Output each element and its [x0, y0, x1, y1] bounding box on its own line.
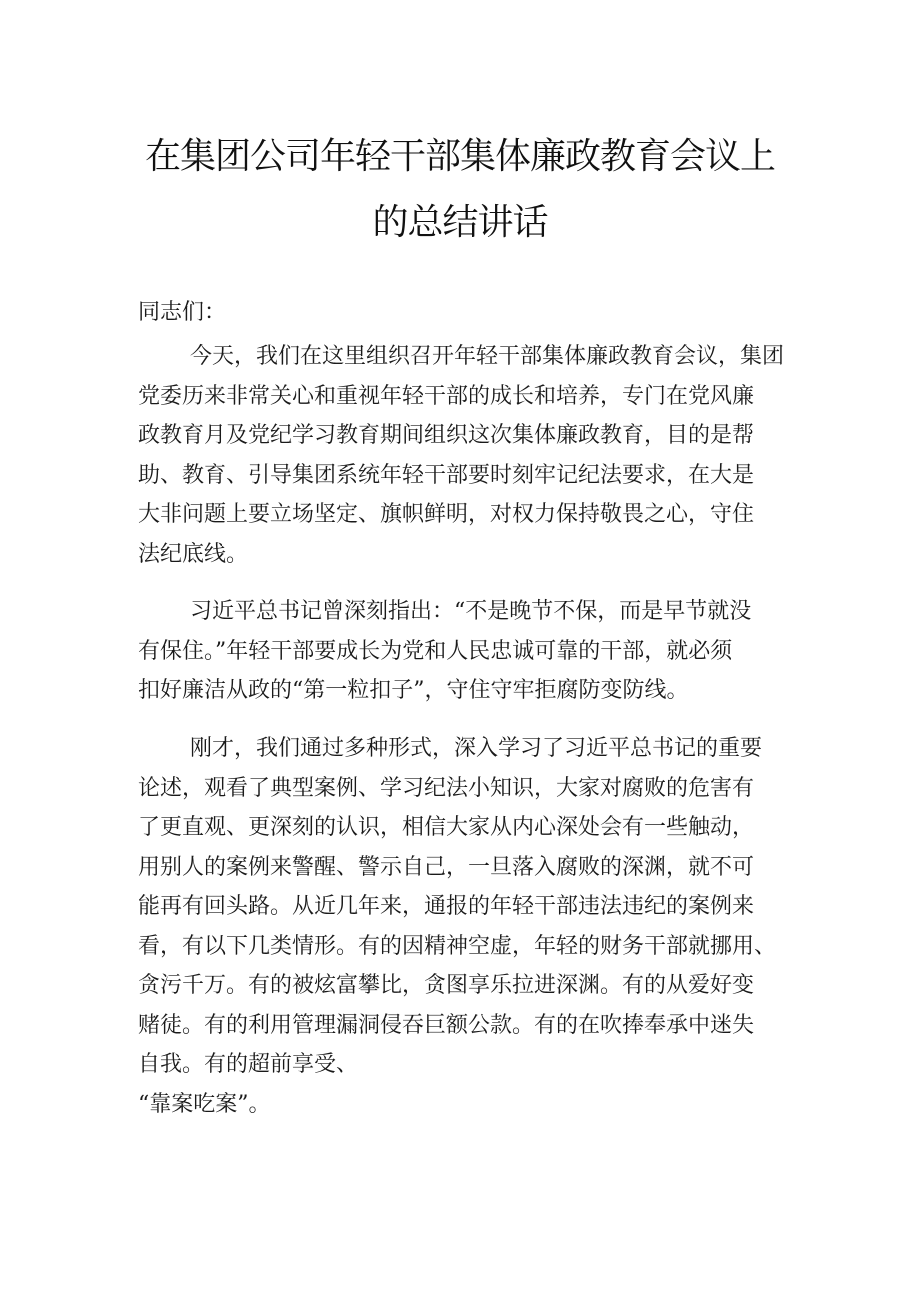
paragraph-line: 助、教育、引导集团系统年轻干部要时刻牢记纪法要求，在大是 — [138, 462, 755, 488]
paragraph-line: 用别人的案例来警醒、警示自己，一旦落入腐败的深渊，就不可 — [138, 854, 755, 880]
paragraph-line: 赌徒。有的利用管理漏洞侵吞巨额公款。有的在吹捧奉承中迷失 — [138, 1012, 755, 1038]
paragraph-line: 自我。有的超前享受、 — [138, 1052, 359, 1077]
paragraph-line: 了更直观、更深刻的认识，相信大家从内心深处会有一些触动， — [138, 815, 755, 840]
salutation: 同志们： — [138, 300, 227, 325]
paragraph-line: 贪污千万。有的被炫富攀比，贪图享乐拉进深渊。有的从爱好变 — [138, 973, 755, 998]
document-title-line-2: 的总结讲话 — [372, 202, 548, 243]
paragraph-line: 大非问题上要立场坚定、旗帜鲜明，对权力保持敬畏之心，守住 — [138, 502, 755, 527]
paragraph-line: 论述，观看了典型案例、学习纪法小知识，大家对腐败的危害有 — [138, 775, 755, 801]
paragraph-line: 扣好廉洁从政的“第一粒扣子”，守住守牢拒腐防变防线。 — [138, 678, 689, 703]
document-title-line-1: 在集团公司年轻干部集体廉政教育会议上 — [144, 136, 775, 177]
paragraph-line: 法纪底线。 — [138, 541, 249, 567]
paragraph-2 — [138, 592, 838, 711]
paragraph-line: 习近平总书记曾深刻指出：“不是晚节不保，而是早节就没 — [190, 599, 752, 624]
paragraph-line: 有保住。”年轻干部要成长为党和人民忠诚可靠的干部，就必须 — [138, 638, 733, 664]
paragraph-line: 今天，我们在这里组织召开年轻干部集体廉政教育会议，集团 — [190, 344, 785, 369]
paragraph-3 — [138, 729, 838, 1124]
paragraph-line: 党委历来非常关心和重视年轻干部的成长和培养，专门在党风廉 — [138, 383, 755, 409]
paragraph-line: 政教育月及党纪学习教育期间组织这次集体廉政教育，目的是帮 — [138, 423, 755, 448]
paragraph-1 — [138, 337, 838, 574]
paragraph-line: 刚才，我们通过多种形式，深入学习了习近平总书记的重要 — [190, 736, 763, 761]
paragraph-line: 能再有回头路。从近几年来，通报的年轻干部违法违纪的案例来 — [138, 894, 755, 919]
paragraph-line: “靠案吃案”。 — [138, 1091, 271, 1117]
paragraph-line: 看，有以下几类情形。有的因精神空虚，年轻的财务干部就挪用、 — [138, 933, 777, 959]
